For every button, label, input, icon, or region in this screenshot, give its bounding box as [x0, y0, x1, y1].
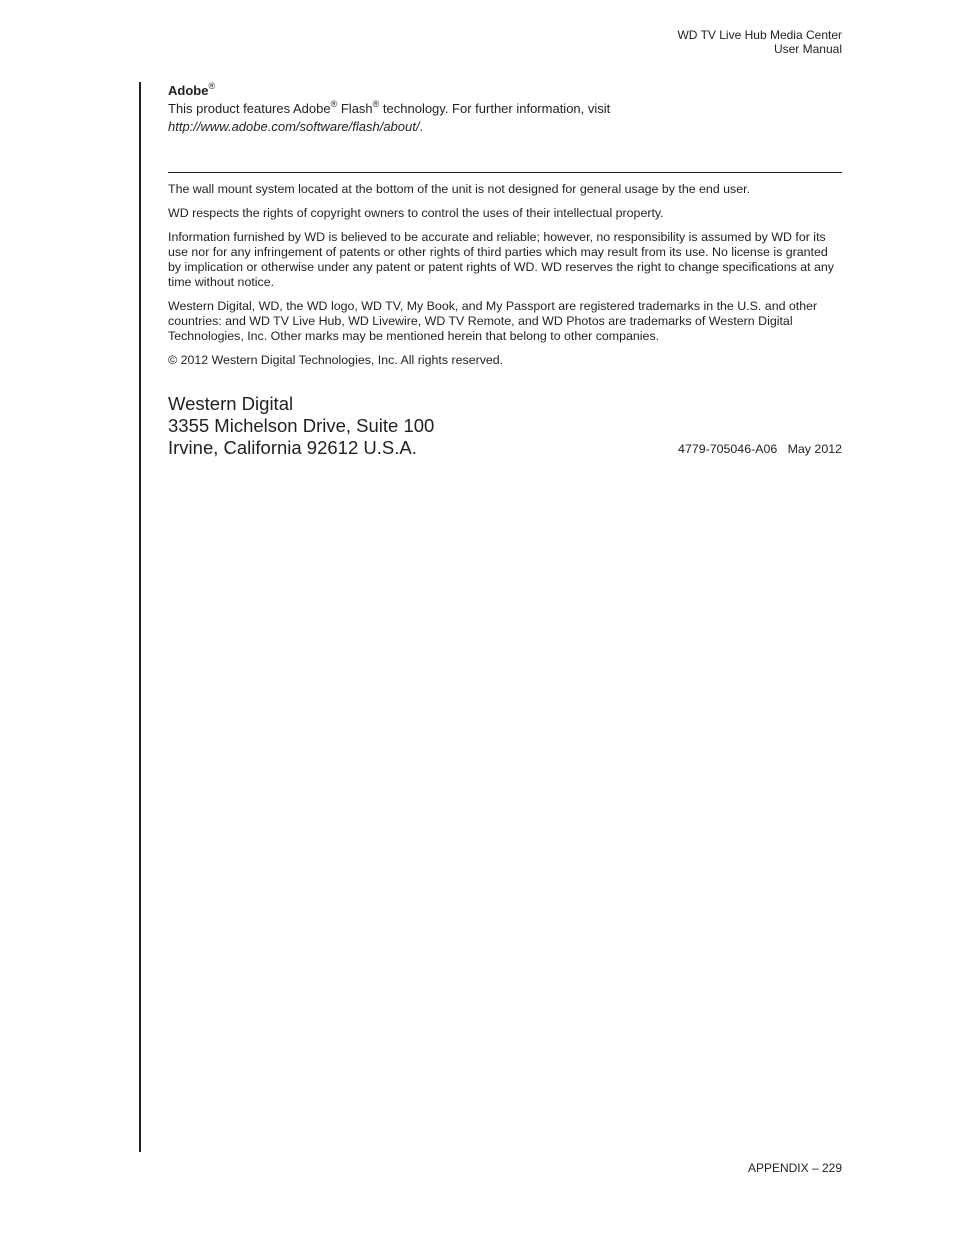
adobe-text — [168, 100, 842, 118]
adobe-text-part3: technology. For further information, visit — [379, 101, 611, 116]
adobe-url-period: . — [419, 119, 424, 134]
section-divider — [168, 172, 842, 173]
registered-mark: ® — [330, 99, 338, 109]
header-manual-label: User Manual — [773, 42, 842, 56]
liability-disclaimer: Information furnished by WD is believed to be accurate and reliable; however, no responsibility is assumed by WD for its use nor for any infringement of patents or other rights of third parties which may result from its use. No license is granted by implication or otherwise under any patent or patent rights of WD. WD reserves the right to change specifications at any time without notice. — [168, 230, 834, 289]
page-header — [677, 28, 842, 56]
registered-mark: ® — [372, 99, 380, 109]
wall-mount-notice: The wall mount system located at the bottom of the unit is not designed for general usage by the end user. — [168, 182, 751, 196]
copyright-respect-notice: WD respects the rights of copyright owners to control the uses of their intellectual property. — [168, 206, 664, 220]
copyright-line: © 2012 Western Digital Technologies, Inc. All rights reserved. — [168, 353, 504, 367]
adobe-url-link[interactable]: http://www.adobe.com/software/flash/about/ — [168, 119, 420, 134]
header-product-title: WD TV Live Hub Media Center — [677, 28, 842, 42]
legal-notices — [168, 182, 842, 377]
registered-mark: ® — [208, 81, 216, 91]
adobe-text-part2: Flash — [337, 101, 373, 116]
adobe-title: Adobe — [168, 83, 209, 98]
company-name: Western Digital — [168, 393, 294, 414]
street-address: 3355 Michelson Drive, Suite 100 — [168, 415, 435, 436]
trademark-notice: Western Digital, WD, the WD logo, WD TV, My Book, and My Passport are registered trademarks in the U.S. and other countries: and WD TV Live Hub, WD Livewire, WD TV Remote, and WD Photos are trademarks of Western Digital Technologies, Inc. Other marks may be mentioned herein that belong to other companies. — [168, 299, 818, 343]
company-address — [168, 393, 434, 459]
page-footer: APPENDIX – 229 — [747, 1161, 842, 1175]
left-margin-rule — [139, 82, 141, 1152]
adobe-url-line — [168, 118, 842, 136]
adobe-section — [168, 82, 842, 136]
adobe-heading — [168, 82, 842, 100]
document-number: 4779-705046-A06 May 2012 — [678, 442, 842, 456]
adobe-text-part1: This product features Adobe — [168, 101, 331, 116]
city-state-zip: Irvine, California 92612 U.S.A. — [168, 437, 417, 458]
